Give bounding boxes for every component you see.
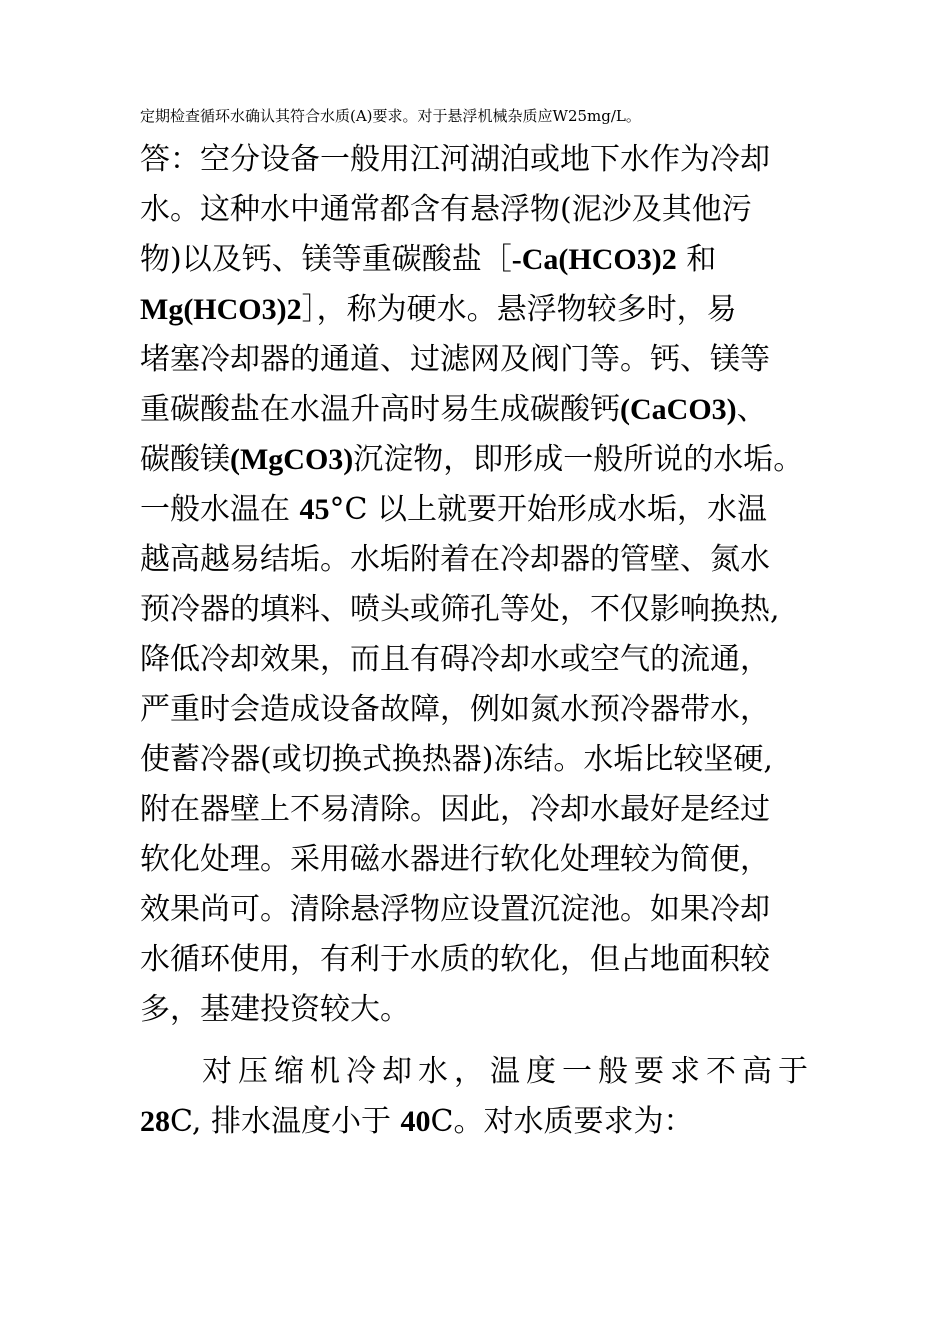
answer-line-15: 软化处理。采用磁水器进行软化处理较为简便， (140, 842, 770, 877)
formula-ca-bicarbonate: -Ca(HCO3)2 (511, 243, 677, 276)
text-segment: C, 排水温度小于 (170, 1104, 401, 1139)
text-segment: ］，称为硬水。悬浮物较多时，易 (301, 292, 737, 327)
outlet-temperature: 40 (400, 1105, 431, 1138)
formula-mgco3: (MgCO3) (230, 443, 354, 476)
text-segment: °C 以上就要开始形成水垢，水温 (329, 492, 768, 527)
text-segment: 物)以及钙、镁等重碳酸盐［ (140, 242, 512, 277)
answer-line-7 (140, 435, 840, 485)
answer-line-13: 使蓄冷器(或切换式换热器)冻结。水垢比较坚硬, (140, 742, 773, 777)
text-segment: 和 (676, 242, 717, 277)
text-segment: 重碳酸盐在水温升高时易生成碳酸钙 (140, 392, 620, 427)
text-segment: C。对水质要求为： (430, 1104, 694, 1139)
answer-line-3 (140, 235, 840, 285)
header-note: 定期检查循环水确认其符合水质(A)要求。对于悬浮机械杂质应W25mg/L。 (140, 107, 641, 125)
answer-line-18: 多，基建投资较大。 (140, 992, 410, 1027)
answer-line-5: 堵塞冷却器的通道、过滤网及阀门等。钙、镁等 (140, 342, 770, 377)
answer-line-17: 水循环使用，有利于水质的软化，但占地面积较 (140, 942, 770, 977)
inlet-temperature: 28 (140, 1105, 170, 1138)
compressor-line-1: 对压缩机冷却水，温度一般要求不高于 (202, 1054, 814, 1089)
answer-line-4 (140, 285, 840, 335)
answer-line-11: 降低冷却效果，而且有碍冷却水或空气的流通， (140, 642, 770, 677)
formula-caco3: (CaCO3) (620, 393, 737, 426)
answer-line-2: 水。这种水中通常都含有悬浮物(泥沙及其他污 (140, 192, 752, 227)
answer-line-6 (140, 385, 840, 435)
answer-line-1: 答：空分设备一般用江河湖泊或地下水作为冷却 (140, 142, 770, 177)
answer-line-10: 预冷器的填料、喷头或筛孔等处，不仅影响换热, (140, 592, 780, 627)
answer-line-16: 效果尚可。清除悬浮物应设置沉淀池。如果冷却 (140, 892, 770, 927)
answer-body (140, 135, 840, 1147)
formula-mg-bicarbonate: Mg(HCO3)2 (140, 293, 302, 326)
answer-line-14: 附在器壁上不易清除。因此，冷却水最好是经过 (140, 792, 770, 827)
compressor-line-2 (140, 1097, 840, 1147)
text-segment: 碳酸镁 (140, 442, 230, 477)
text-segment: 一般水温在 (140, 492, 300, 527)
answer-line-9: 越高越易结垢。水垢附着在冷却器的管壁、氮水 (140, 542, 770, 577)
temperature-value: 45 (299, 493, 330, 526)
text-segment: 沉淀物，即形成一般所说的水垢。 (353, 442, 804, 477)
paragraph-gap (140, 1035, 840, 1047)
text-segment: 、 (736, 392, 767, 427)
answer-line-8 (140, 485, 840, 535)
answer-line-12: 严重时会造成设备故障，例如氮水预冷器带水， (140, 692, 770, 727)
